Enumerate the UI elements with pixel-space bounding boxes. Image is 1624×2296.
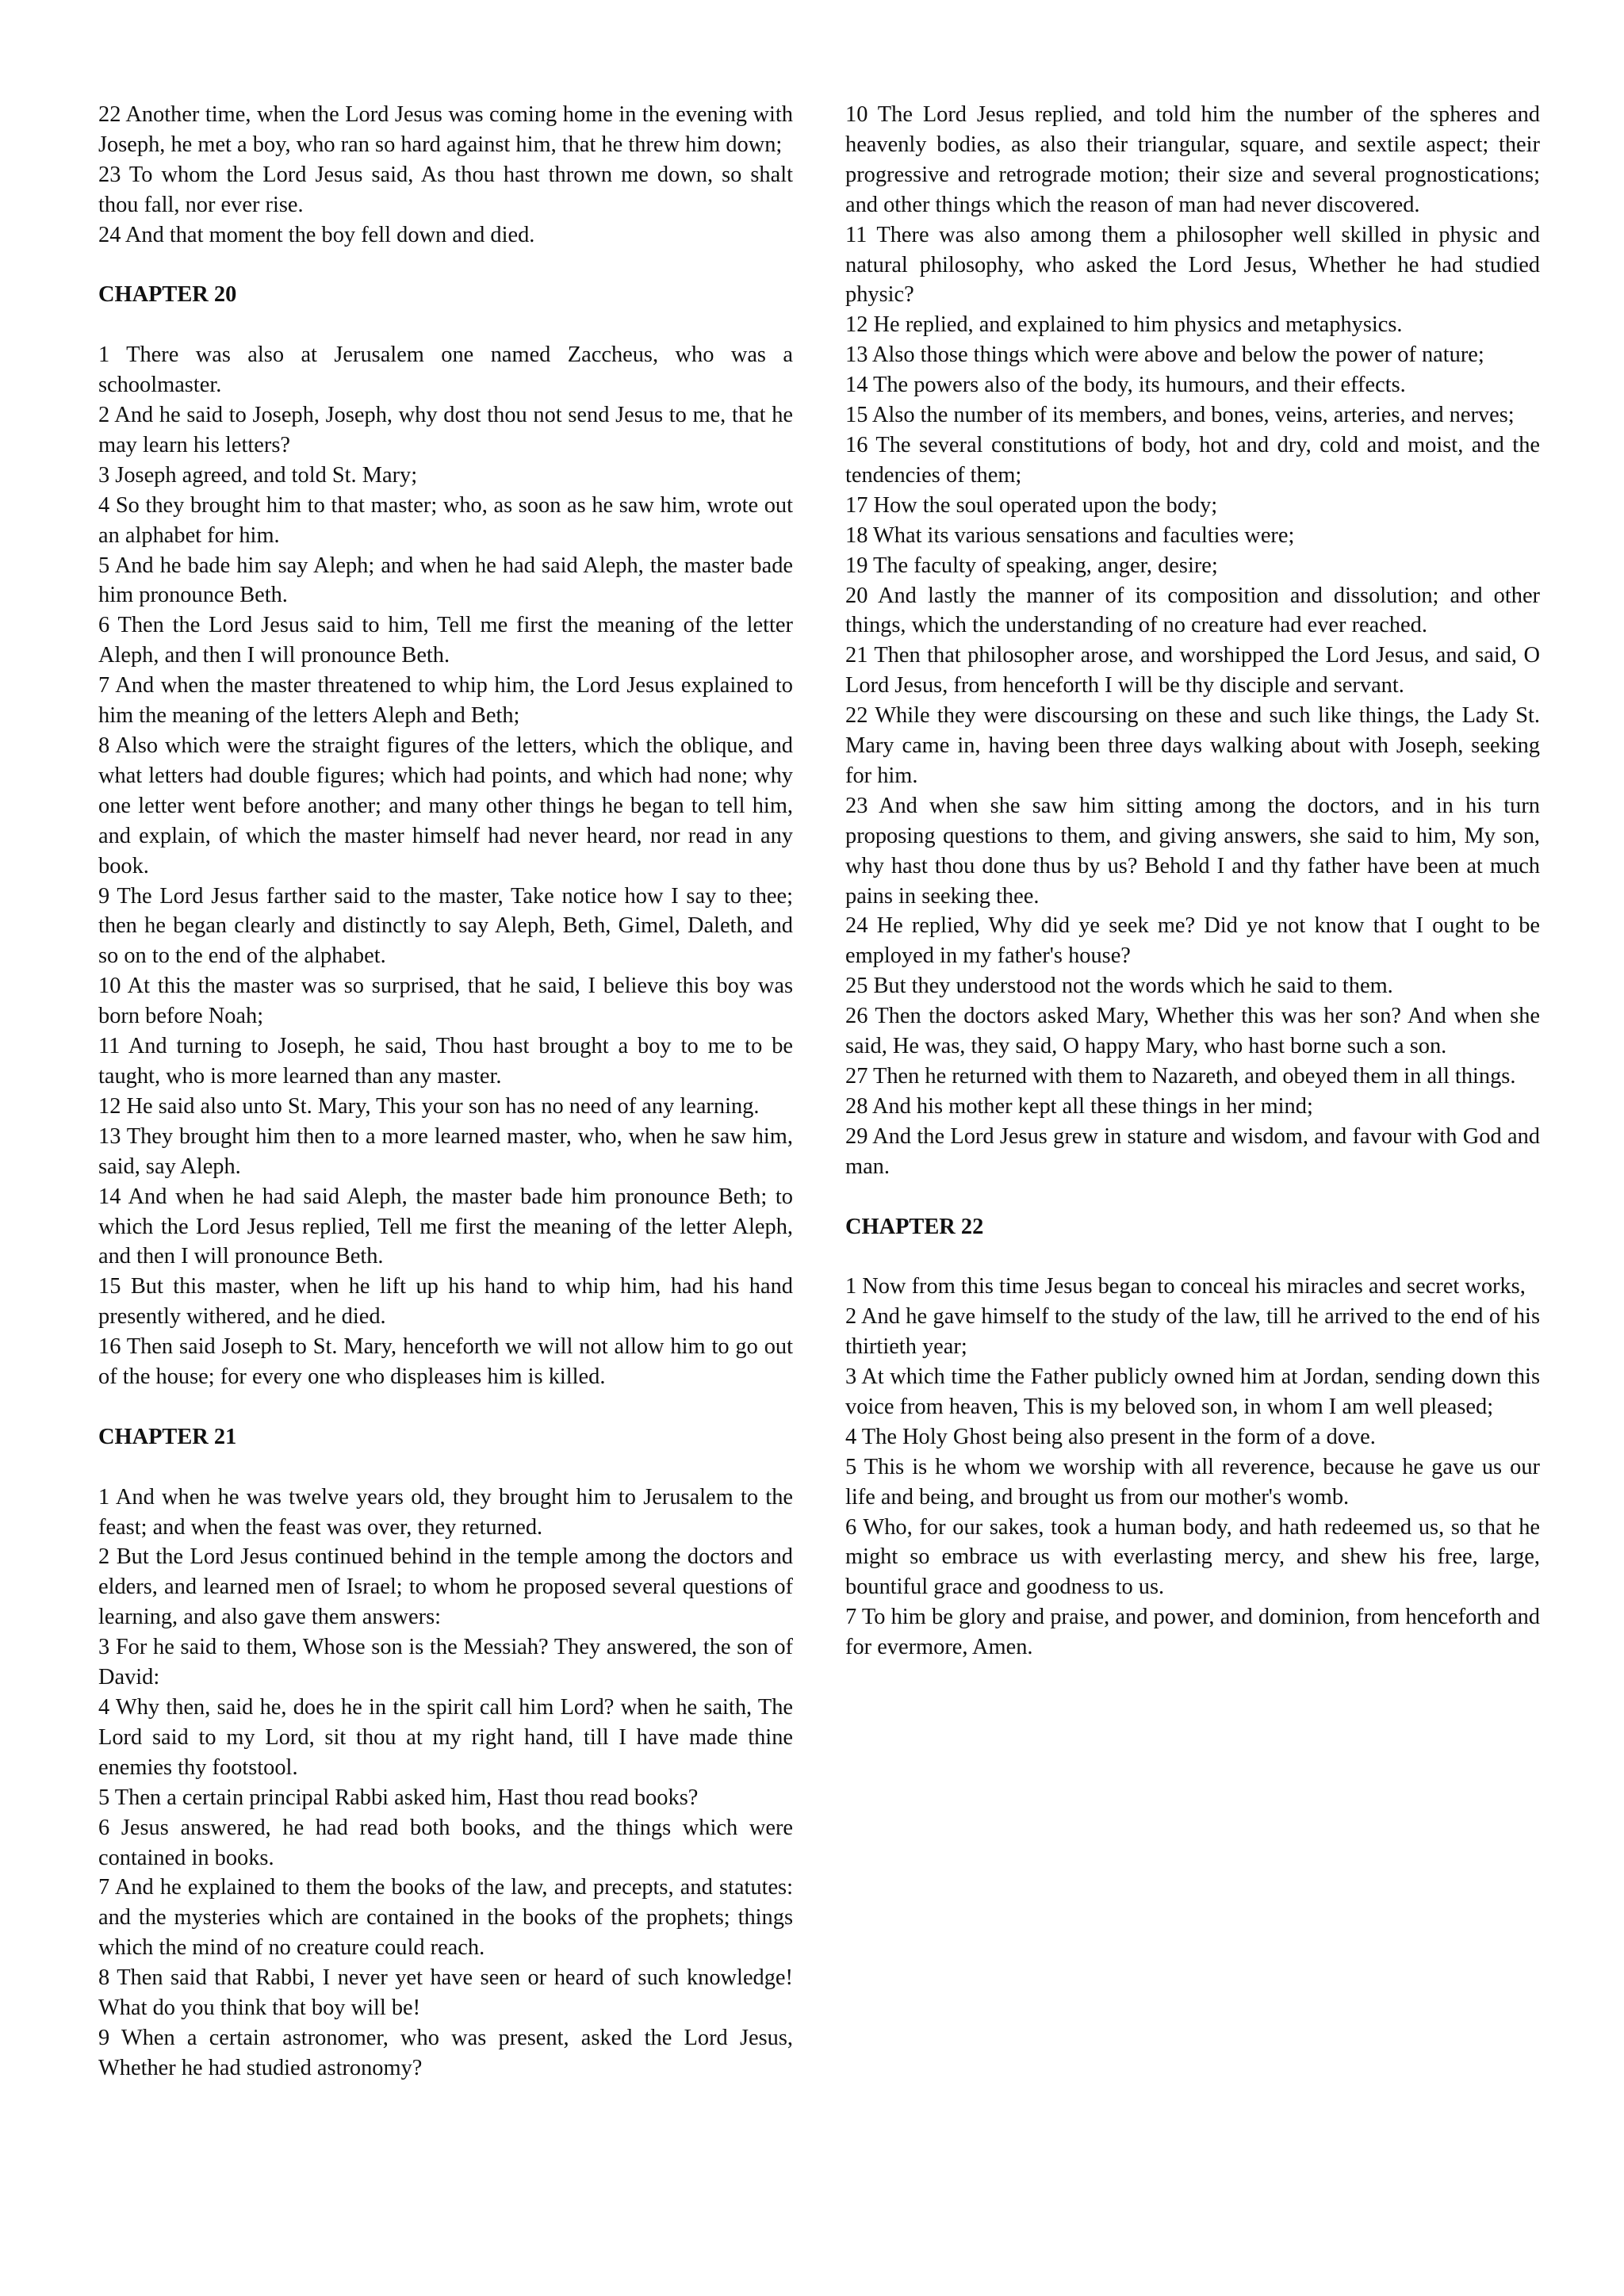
chapter-section xyxy=(98,280,793,1392)
verse: 17 How the soul operated upon the body; xyxy=(845,492,1218,518)
verse: 4 So they brought him to that master; who, as soon as he saw him, wrote out an alphabet for him. xyxy=(98,492,793,548)
verse: 16 The several constitutions of body, hot and dry, cold and moist, and the tendencies of them; xyxy=(845,432,1540,488)
verse: 29 And the Lord Jesus grew in stature and wisdom, and favour with God and man. xyxy=(845,1123,1540,1179)
verse: 24 And that moment the boy fell down and died. xyxy=(98,222,535,247)
verse: 5 Then a certain principal Rabbi asked him, Hast thou read books? xyxy=(98,1785,699,1810)
verse: 10 At this the master was so surprised, that he said, I believe this boy was born before Noah; xyxy=(98,974,793,1029)
verse: 23 And when she saw him sitting among the doctors, and in his turn proposing questions to them, and giving answers, she said to him, My son, why hast thou done thus by us? Behold I and thy father have been at much pains in seeking thee. xyxy=(845,793,1540,909)
verse: 1 There was also at Jerusalem one named Zaccheus, who was a schoolmaster. xyxy=(98,342,793,398)
verse: 3 Joseph agreed, and told St. Mary; xyxy=(98,462,418,488)
verse: 13 Also those things which were above and below the power of nature; xyxy=(845,342,1484,368)
verse-group xyxy=(845,100,1540,1182)
verse-group xyxy=(98,100,793,251)
verse: 3 At which time the Father publicly owned him at Jordan, sending down this voice from heaven, This is my beloved son, in whom I am well pleased; xyxy=(845,1364,1540,1419)
verse: 10 The Lord Jesus replied, and told him the number of the spheres and heavenly bodies, as also their triangular, square, and sextile aspect; their progressive and retrograde motion; their size and several prognostications; and other things which the reason of man had never discovered. xyxy=(845,102,1540,217)
verse: 5 This is he whom we worship with all reverence, because he gave us our life and being, and brought us from our mother's womb. xyxy=(845,1454,1540,1510)
verse: 9 The Lord Jesus farther said to the master, Take notice how I say to thee; then he began clearly and distinctly to say Aleph, Beth, Gimel, Daleth, and so on to the end of the alphabet. xyxy=(98,883,793,969)
verse: 15 But this master, when he lift up his hand to whip him, had his hand presently withered, and he died. xyxy=(98,1274,793,1330)
verse: 22 While they were discoursing on these and such like things, the Lady St. Mary came in, having been three days walking about with Joseph, seeking for him. xyxy=(845,703,1540,788)
verse: 25 But they understood not the words which he said to them. xyxy=(845,974,1393,999)
verse: 18 What its various sensations and faculties were; xyxy=(845,522,1295,548)
verse: 21 Then that philosopher arose, and worshipped the Lord Jesus, and said, O Lord Jesus, from henceforth I will be thy disciple and servant. xyxy=(845,643,1540,698)
verse: 6 Then the Lord Jesus said to him, Tell me first the meaning of the letter Aleph, and then I will pronounce Beth. xyxy=(98,613,793,668)
chapter-section xyxy=(98,1422,793,2084)
verse: 7 To him be glory and praise, and power, and dominion, from henceforth and for evermore, Amen. xyxy=(845,1605,1540,1660)
verse: 14 The powers also of the body, its humours, and their effects. xyxy=(845,373,1406,398)
verse: 12 He said also unto St. Mary, This your son has no need of any learning. xyxy=(98,1093,760,1119)
left-text-column xyxy=(98,100,793,2084)
verse: 15 Also the number of its members, and bones, veins, arteries, and nerves; xyxy=(845,403,1515,428)
verse: 2 And he said to Joseph, Joseph, why dost thou not send Jesus to me, that he may learn his letters? xyxy=(98,403,793,457)
verse: 13 They brought him then to a more learned master, who, when he saw him, said, say Aleph. xyxy=(98,1123,793,1179)
verse: 9 When a certain astronomer, who was present, asked the Lord Jesus, Whether he had studied astronomy? xyxy=(98,2025,793,2080)
verse: 22 Another time, when the Lord Jesus was coming home in the evening with Joseph, he met a boy, who ran so hard against him, that he threw him down; xyxy=(98,102,793,157)
verse: 1 Now from this time Jesus began to conceal his miracles and secret works, xyxy=(845,1274,1526,1299)
verse: 6 Jesus answered, he had read both books, and the things which were contained in books. xyxy=(98,1815,793,1870)
verse: 2 But the Lord Jesus continued behind in the temple among the doctors and elders, and learned men of Israel; to whom he proposed several questions of learning, and also gave them answers: xyxy=(98,1544,793,1630)
verse: 8 Then said that Rabbi, I never yet have seen or heard of such knowledge! What do you think that boy will be! xyxy=(98,1965,793,2021)
verse: 8 Also which were the straight figures of the letters, which the oblique, and what letters had double figures; which had points, and which had none; why one letter went before another; and many other things he began to tell him, and explain, of which the master himself had never heard, nor read in any book. xyxy=(98,733,793,878)
verse: 14 And when he had said Aleph, the master bade him pronounce Beth; to which the Lord Jesus replied, Tell me first the meaning of the letter Aleph, and then I will pronounce Beth. xyxy=(98,1184,793,1269)
verse: 23 To whom the Lord Jesus said, As thou hast thrown me down, so shalt thou fall, nor ever rise. xyxy=(98,162,793,217)
verse: 19 The faculty of speaking, anger, desire; xyxy=(845,553,1218,578)
verse: 26 Then the doctors asked Mary, Whether this was her son? And when she said, He was, they said, O happy Mary, who hast borne such a son. xyxy=(845,1004,1540,1059)
chapter-heading: CHAPTER 21 xyxy=(98,1424,237,1449)
verse: 4 Why then, said he, does he in the spirit call him Lord? when he saith, The Lord said to my Lord, sit thou at my right hand, till I have made thine enemies thy footstool. xyxy=(98,1694,793,1780)
verse: 20 And lastly the manner of its composition and dissolution; and other things, which the understanding of no creature had ever reached. xyxy=(845,583,1540,638)
verse: 6 Who, for our sakes, took a human body, and hath redeemed us, so that he might so embrace us with everlasting mercy, and shew his free, large, bountiful grace and goodness to us. xyxy=(845,1514,1540,1600)
verse: 3 For he said to them, Whose son is the Messiah? They answered, the son of David: xyxy=(98,1635,793,1690)
verse: 24 He replied, Why did ye seek me? Did ye not know that I ought to be employed in my father's house? xyxy=(845,913,1540,969)
verse: 11 And turning to Joseph, he said, Thou hast brought a boy to me to be taught, who is more learned than any master. xyxy=(98,1034,793,1089)
chapter-heading: CHAPTER 22 xyxy=(845,1214,984,1239)
verse: 27 Then he returned with them to Nazareth, and obeyed them in all things. xyxy=(845,1064,1516,1089)
verse: 7 And he explained to them the books of the law, and precepts, and statutes: and the mysteries which are contained in the books of the prophets; things which the mind of no creature could reach. xyxy=(98,1875,793,1961)
chapter-section xyxy=(845,1212,1540,1663)
verse: 7 And when the master threatened to whip him, the Lord Jesus explained to him the meaning of the letters Aleph and Beth; xyxy=(98,673,793,729)
chapter-heading: CHAPTER 20 xyxy=(98,282,237,308)
verse: 5 And he bade him say Aleph; and when he had said Aleph, the master bade him pronounce Beth. xyxy=(98,553,793,608)
right-text-column xyxy=(845,100,1540,1663)
verse: 12 He replied, and explained to him physics and metaphysics. xyxy=(845,312,1403,338)
verse: 1 And when he was twelve years old, they brought him to Jerusalem to the feast; and when the feast was over, they returned. xyxy=(98,1484,793,1540)
verse: 28 And his mother kept all these things in her mind; xyxy=(845,1093,1313,1119)
verse: 4 The Holy Ghost being also present in the form of a dove. xyxy=(845,1424,1376,1449)
verse: 11 There was also among them a philosopher well skilled in physic and natural philosophy, who asked the Lord Jesus, Whether he had studied physic? xyxy=(845,222,1540,308)
verse: 2 And he gave himself to the study of the law, till he arrived to the end of his thirtieth year; xyxy=(845,1304,1540,1360)
verse: 16 Then said Joseph to St. Mary, henceforth we will not allow him to go out of the house; for every one who displeases him is killed. xyxy=(98,1334,793,1390)
